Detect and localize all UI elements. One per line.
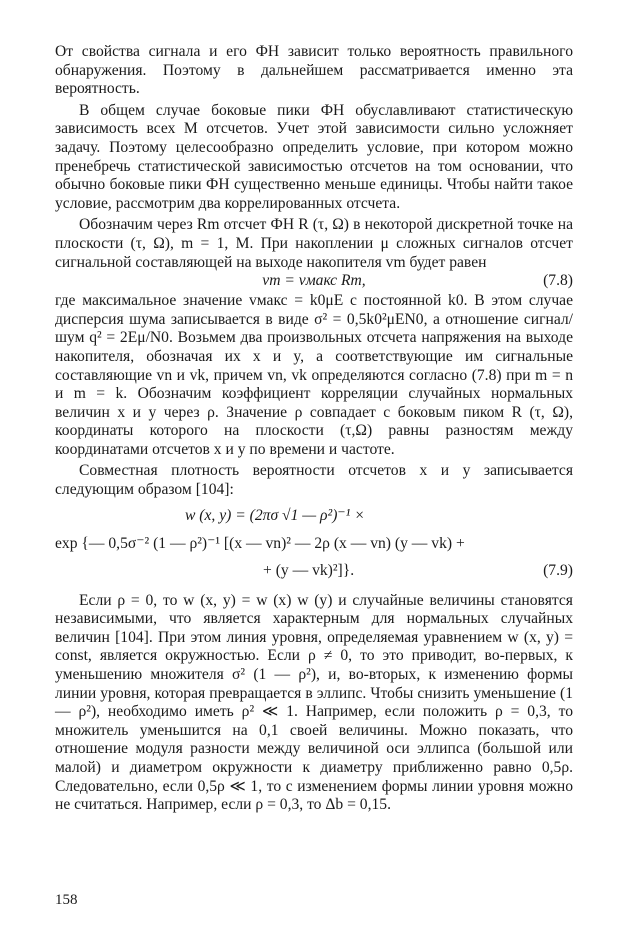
paragraph-2: В общем случае боковые пики ФН обуславливают статистическую зависимость всех M отсчетов. Учет этой зависимости сильно усложняет задачу. Поэтому целесообразно определить условие, при котором можно пренебречь статистической зависимостью отсчетов на том основании, что обычно боковые пики ФН существенно меньше единицы. Чтобы найти такое условие, рассмотрим два коррелированных отсчета. — [55, 101, 573, 212]
equation-7-9-number: (7.9) — [543, 561, 573, 579]
paragraph-1: От свойства сигнала и его ФН зависит только вероятность правильного обнаружения. Поэтому в дальнейшем рассматривается именно эта вероятность. — [55, 43, 573, 98]
equation-7-8-number: (7.8) — [543, 272, 573, 290]
paragraph-4: где максимальное значение vмакс = k0μE с постоянной k0. В этом случае дисперсия шума записывается в виде σ² = 0,5k0²μEN0, а отношение сигнал/шум q² = 2Eμ/N0. Возьмем два произвольных отсчета напряжения на выходе накопителя, обозначая их x и y, а соответствующие им сигнальные составляющие vn и vk, причем vn, vk определяются согласно (7.8) при m = n и m = k. Обозначим коэффициент корреляции случайных нормальных величин x и y через ρ. Значение ρ совпадает с боковым пиком R (τ, Ω), координаты которого на плоскости (τ,Ω) равны разностям между координатами отсчетов x и y по времени и частоте. — [55, 292, 573, 458]
equation-7-9 — [55, 506, 573, 586]
page-number: 158 — [55, 892, 78, 908]
equation-7-9-line-3: + (y — vk)²]}. — [263, 561, 355, 579]
equation-7-8-expression: vm = vмакс Rm, — [262, 272, 366, 290]
equation-7-9-line-1: w (x, y) = (2πσ √1 — ρ²)⁻¹ × — [185, 506, 365, 524]
equation-7-9-line-2: exp {— 0,5σ⁻² (1 — ρ²)⁻¹ [(x — vn)² — 2ρ (x — vn) (y — vk) + — [55, 534, 465, 552]
paragraph-3: Обозначим через Rm отсчет ФН R (τ, Ω) в некоторой дискретной точке на плоскости (τ, Ω), m = 1, M. При накоплении μ сложных сигналов отсчет сигнальной составляющей на выходе накопителя vm будет равен — [55, 216, 573, 271]
paragraph-5: Совместная плотность вероятности отсчетов x и y записывается следующим образом [104]: — [55, 462, 573, 499]
paragraph-6: Если ρ = 0, то w (x, y) = w (x) w (y) и случайные величины становятся независимыми, что является характерным для нормальных случайных величин [104]. При этом линия уровня, определяемая уравнением w (x, y) = const, является окружностью. Если ρ ≠ 0, то это приводит, во-первых, к уменьшению множителя σ² (1 — ρ²), и, во-вторых, к изменению формы линии уровня, которая превращается в эллипс. Чтобы снизить уменьшение (1 — ρ²), необходимо иметь ρ² ≪ 1. Например, если положить ρ = 0,3, то множитель уменьшится на 0,1 своей величины. Можно показать, что отношение модуля разности между величиной оси эллипса (большой или малой) и диаметром окружности к диаметру приближенно равно 0,5ρ. Следовательно, если 0,5ρ ≪ 1, то с изменением формы линии уровня можно не считаться. Например, если ρ = 0,3, то Δb = 0,15. — [55, 591, 573, 814]
equation-7-8 — [55, 272, 573, 292]
page-body — [55, 43, 573, 815]
